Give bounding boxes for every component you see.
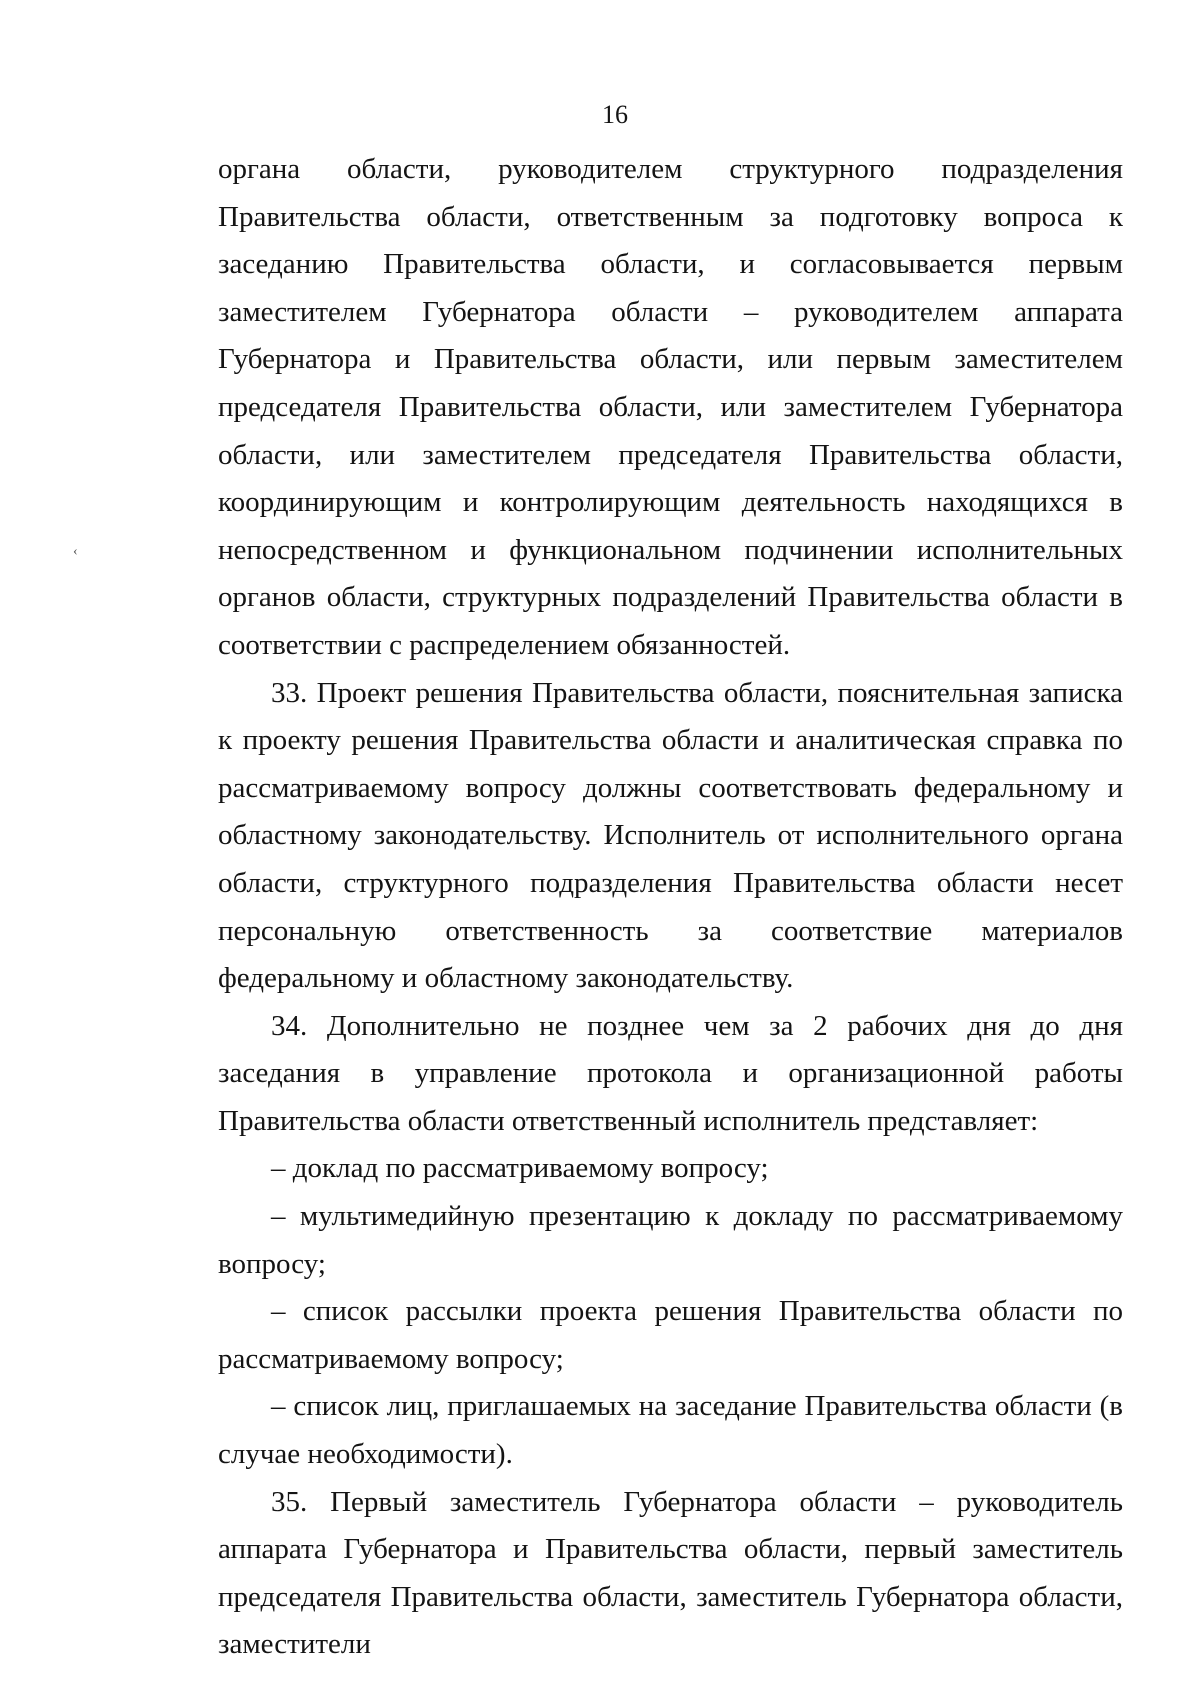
list-item-mailing-list: – список рассылки проекта решения Правительства области по рассматриваемому вопросу; bbox=[218, 1295, 1123, 1375]
list-item-invitees: – список лиц, приглашаемых на заседание Правительства области (в случае необходимости). bbox=[218, 1390, 1123, 1471]
paragraph-33: 33. Проект решения Правительства области, пояснительная записка к проекту решения Правительства области и аналитическая справка по рассматриваемому вопросу должны соответствовать федеральному и областному законодательству. Исполнитель от исполнительного органа области, структурного подразделения Правительства области несет персональную ответственность за соответствие материалов федеральному и областному законодательству. bbox=[218, 676, 1123, 995]
page-number: 16 bbox=[602, 100, 628, 129]
scan-mark: ‹ bbox=[73, 544, 78, 559]
paragraph-35: 35. Первый заместитель Губернатора области – руководитель аппарата Губернатора и Правительства области, первый заместитель председателя Правительства области, заместитель Губернатора области, заместители bbox=[218, 1485, 1123, 1661]
paragraph-34: 34. Дополнительно не позднее чем за 2 рабочих дня до дня заседания в управление протокола и организационной работы Правительства области ответственный исполнитель представляет: bbox=[218, 1009, 1123, 1137]
list-item-presentation: – мультимедийную презентацию к докладу по рассматриваемому вопросу; bbox=[218, 1200, 1123, 1280]
list-item-report: – доклад по рассматриваемому вопросу; bbox=[271, 1152, 769, 1185]
document-body bbox=[218, 146, 1123, 1669]
paragraph-continuation: органа области, руководителем структурного подразделения Правительства области, ответственным за подготовку вопроса к заседанию Правительства области, и согласовывается первым заместителем Губернатора области – руководителем аппарата Губернатора и Правительства области, или первым заместителем председателя Правительства области, или заместителем Губернатора области, или заместителем председателя Правительства области, координирующим и контролирующим деятельность находящихся в непосредственном и функциональном подчинении исполнительных органов области, структурных подразделений Правительства области в соответствии с распределением обязанностей. bbox=[218, 153, 1123, 661]
